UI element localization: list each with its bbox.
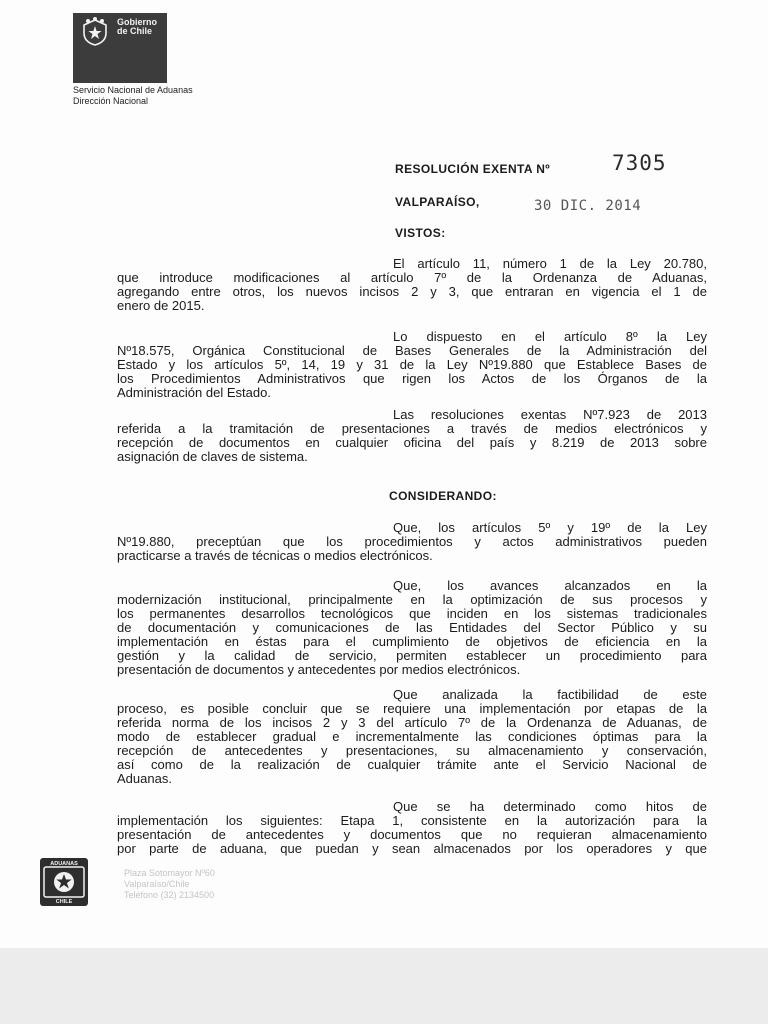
considerando-line: Que, los avances alcanzados en la: [393, 578, 707, 593]
vistos-line: Lo dispuesto en el artículo 8º la Ley: [393, 329, 707, 344]
considerando-line: Que se ha determinado como hitos de: [393, 799, 707, 814]
resolution-number: 7305: [612, 151, 667, 175]
page-background-margin: [0, 948, 768, 1024]
date-stamp: 30 DIC. 2014: [534, 198, 642, 214]
considerando-line: así como de la realización de cualquier trámite ante el Servicio Nacional de: [117, 757, 707, 772]
vistos-line: referida a la tramitación de presentaciones a través de medios electrónicos y: [117, 421, 707, 436]
vistos-line: recepción de documentos en cualquier oficina del país y 8.219 de 2013 sobre: [117, 435, 707, 450]
vistos-line: Las resoluciones exentas Nº7.923 de 2013: [393, 407, 707, 422]
considerando-line: gestión y la calidad de servicio, permiten establecer un procedimiento para: [117, 648, 707, 663]
vistos-line: El artículo 11, número 1 de la Ley 20.780,: [393, 256, 707, 271]
vistos-heading: VISTOS:: [395, 226, 446, 240]
org-division: Dirección Nacional: [73, 96, 149, 106]
considerando-line: practicarse a través de técnicas o medios electrónicos.: [117, 548, 433, 563]
footer-address-line: Plaza Sotomayor Nº60: [124, 868, 215, 878]
considerando-line: implementación los siguientes: Etapa 1, consistente en la autorización para la: [117, 813, 707, 828]
vistos-line: asignación de claves de sistema.: [117, 449, 308, 464]
vistos-line: Administración del Estado.: [117, 385, 271, 400]
footer-address-line: Teléfono (32) 2134500: [124, 890, 215, 900]
footer-address-line: Valparaíso/Chile: [124, 879, 190, 889]
considerando-line: de documentación y comunicaciones de las Entidades del Sector Público y su: [117, 620, 707, 635]
resolution-place: VALPARAÍSO,: [395, 195, 480, 209]
logo-line-1: Gobierno: [117, 17, 157, 27]
aduanas-chile-logo: [39, 857, 89, 907]
considerando-line: referida norma de los incisos 2 y 3 del artículo 7º de la Ordenanza de Aduanas, de: [117, 715, 707, 730]
vistos-line: Nº18.575, Orgánica Constitucional de Bases Generales de la Administración del: [117, 343, 707, 358]
considerando-heading: CONSIDERANDO:: [389, 489, 497, 503]
considerando-line: por parte de aduana, que puedan y sean almacenados por los operadores y que: [117, 841, 707, 856]
coat-of-arms-icon: [79, 17, 111, 47]
org-name: Servicio Nacional de Aduanas: [73, 85, 193, 95]
considerando-line: Nº19.880, preceptúan que los procedimientos y actos administrativos pueden: [117, 534, 707, 549]
considerando-line: Aduanas.: [117, 771, 172, 786]
vistos-line: que introduce modificaciones al artículo 7º de la Ordenanza de Aduanas,: [117, 270, 707, 285]
vistos-line: Estado y los artículos 5º, 14, 19 y 31 de la Ley Nº19.880 que Establece Bases de: [117, 357, 707, 372]
organization-block: [73, 85, 193, 107]
footer-logo-top-text: ADUANAS: [50, 861, 78, 867]
considerando-line: los permanentes desarrollos tecnológicos que inciden en los sistemas tradicionales: [117, 606, 707, 621]
considerando-line: proceso, es posible concluir que se requiere una implementación por etapas de la: [117, 701, 707, 716]
considerando-line: modo de establecer gradual e incrementalmente las condiciones óptimas para la: [117, 729, 707, 744]
considerando-line: presentación de antecedentes y documentos que no requieran almacenamiento: [117, 827, 707, 842]
vistos-line: los Procedimientos Administrativos que rigen los Actos de los Órganos de la: [117, 371, 707, 386]
considerando-line: modernización institucional, principalmente en la optimización de sus procesos y: [117, 592, 707, 607]
footer-logo-bottom-text: CHILE: [55, 899, 73, 905]
considerando-line: recepción de antecedentes y presentaciones, su almacenamiento y conservación,: [117, 743, 707, 758]
considerando-line: Que analizada la factibilidad de este: [393, 687, 707, 702]
vistos-line: enero de 2015.: [117, 298, 205, 313]
footer-address: [124, 868, 215, 901]
considerando-line: implementación en éstas para el cumplimiento de objetivos de eficiencia en la: [117, 634, 707, 649]
resolution-label: RESOLUCIÓN EXENTA Nº: [395, 162, 551, 176]
logo-line-2: de Chile: [117, 26, 153, 36]
considerando-line: presentación de documentos y antecedentes por medios electrónicos.: [117, 662, 521, 677]
logo-text: [117, 18, 167, 36]
vistos-line: agregando entre otros, los nuevos incisos 2 y 3, que entraran en vigencia el 1 de: [117, 284, 707, 299]
considerando-line: Que, los artículos 5º y 19º de la Ley: [393, 520, 707, 535]
gobierno-logo: [73, 13, 167, 83]
